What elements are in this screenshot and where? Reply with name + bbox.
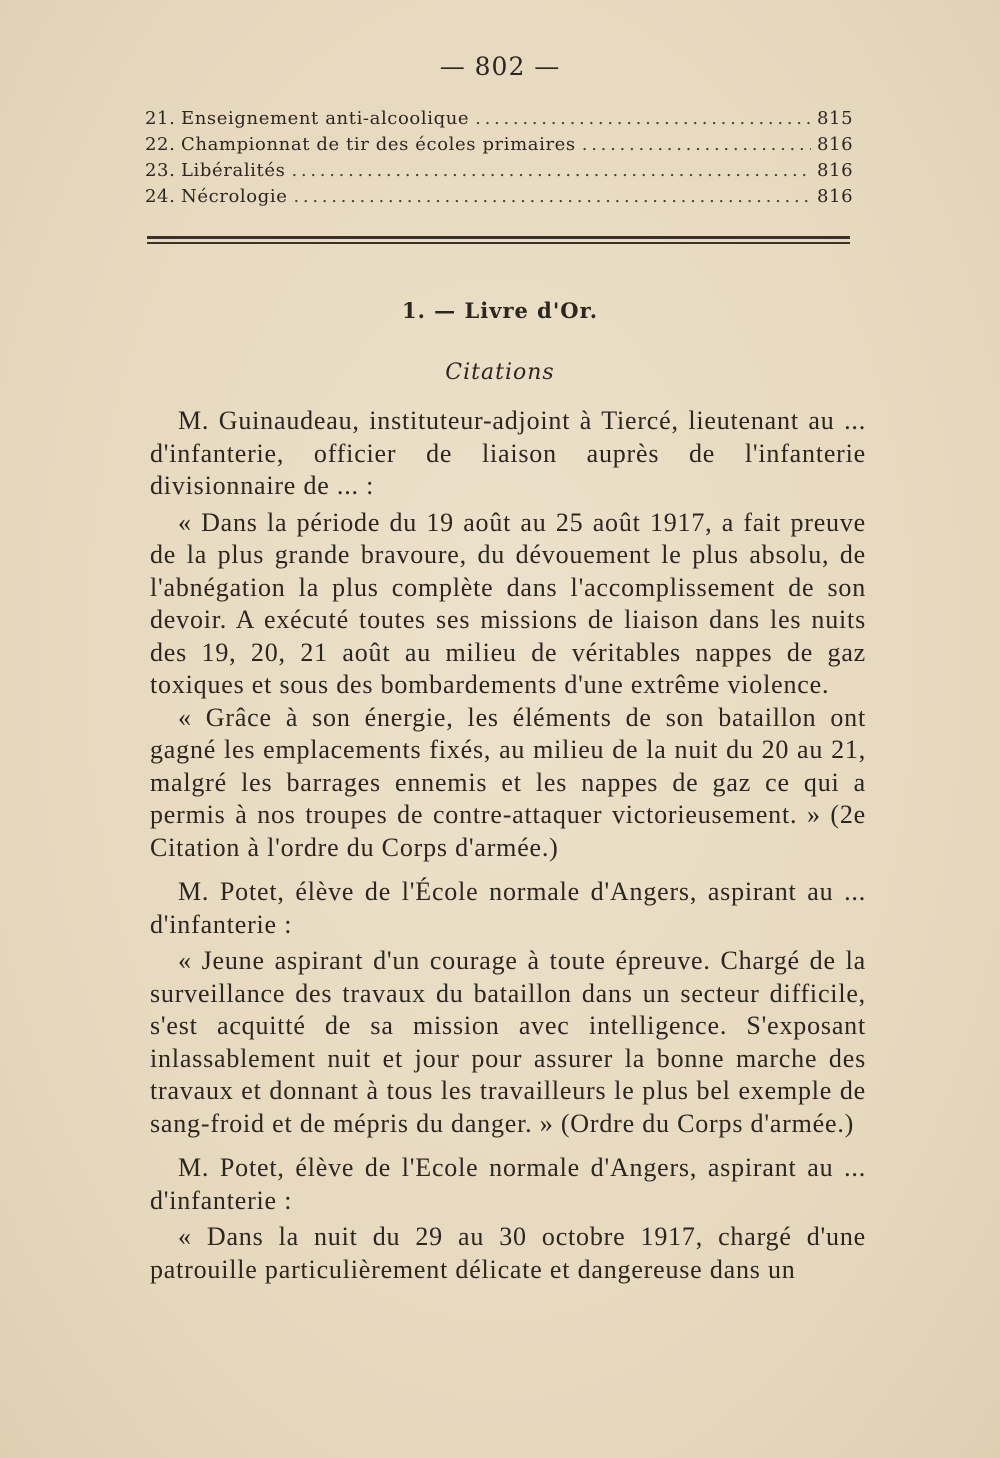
- toc-entry-title: Libéralités: [181, 160, 286, 181]
- paragraph: M. Guinaudeau, instituteur-adjoint à Tiercé, lieutenant au ... d'infanterie, officier de liaison auprès de l'infanterie divisionnaire de ... :: [150, 406, 866, 500]
- toc-leader-dots: [291, 160, 811, 181]
- toc-entry-page: 815: [817, 108, 854, 129]
- toc-entry-page: 816: [817, 160, 854, 181]
- toc-entry: [145, 108, 853, 134]
- section-divider-thin: [147, 242, 850, 244]
- toc-leader-dots: [293, 186, 811, 207]
- paragraph: « Dans la période du 19 août au 25 août 1917, a fait preuve de la plus grande bravoure, du dévouement le plus absolu, de l'abnégation la plus complète dans l'accomplissement de son devoir. A exécuté toutes ses missions de liaison dans les nuits des 19, 20, 21 août au milieu de véritables nappes de gaz toxiques et sous des bombardements d'une extrême violence.: [150, 507, 866, 699]
- toc-entry-title: Championnat de tir des écoles primaires: [181, 134, 576, 155]
- toc-entry: [145, 134, 853, 160]
- toc-entry-title: Enseignement anti-alcoolique: [181, 108, 470, 129]
- paragraph: M. Potet, élève de l'École normale d'Angers, aspirant au ... d'infanterie :: [150, 877, 866, 939]
- toc-leader-dots: [475, 108, 811, 129]
- toc-entry-page: 816: [817, 134, 854, 155]
- paragraph: « Dans la nuit du 29 au 30 octobre 1917, chargé d'une patrouille particulièrement délicate et dangereuse dans un: [150, 1222, 866, 1284]
- body-text: [150, 405, 866, 1286]
- toc-entry-page: 816: [817, 186, 854, 207]
- paragraph: « Grâce à son énergie, les éléments de son bataillon ont gagné les emplacements fixés, au milieu de la nuit du 20 au 21, malgré les barrages ennemis et les nappes de gaz ce qui a permis à nos troupes de contre-attaquer victorieusement. » (2e Citation à l'ordre du Corps d'armée.): [150, 702, 866, 862]
- toc-entry-number: 23.: [145, 160, 176, 181]
- paragraph: M. Potet, élève de l'Ecole normale d'Angers, aspirant au ... d'infanterie :: [150, 1153, 866, 1215]
- toc-entry-title: Nécrologie: [181, 186, 288, 207]
- toc-entry: [145, 160, 853, 186]
- paragraph: « Jeune aspirant d'un courage à toute épreuve. Chargé de la surveillance des travaux du bataillon dans un secteur difficile, s'est acquitté de sa mission avec intelligence. S'exposant inlassablement nuit et jour pour assurer la bonne marche des travaux et donnant à tous les travailleurs le plus bel exemple de sang-froid et de mépris du danger. » (Ordre du Corps d'armée.): [150, 946, 866, 1138]
- toc-entry-number: 22.: [145, 134, 176, 155]
- page-number: — 802 —: [439, 52, 561, 81]
- table-of-contents: [145, 108, 853, 212]
- toc-leader-dots: [582, 134, 811, 155]
- section-title: 1. — Livre d'Or.: [401, 298, 599, 323]
- toc-entry: [145, 186, 853, 212]
- toc-entry-number: 21.: [145, 108, 176, 129]
- section-subtitle: Citations: [445, 360, 555, 385]
- section-divider-thick: [147, 236, 850, 239]
- toc-entry-number: 24.: [145, 186, 176, 207]
